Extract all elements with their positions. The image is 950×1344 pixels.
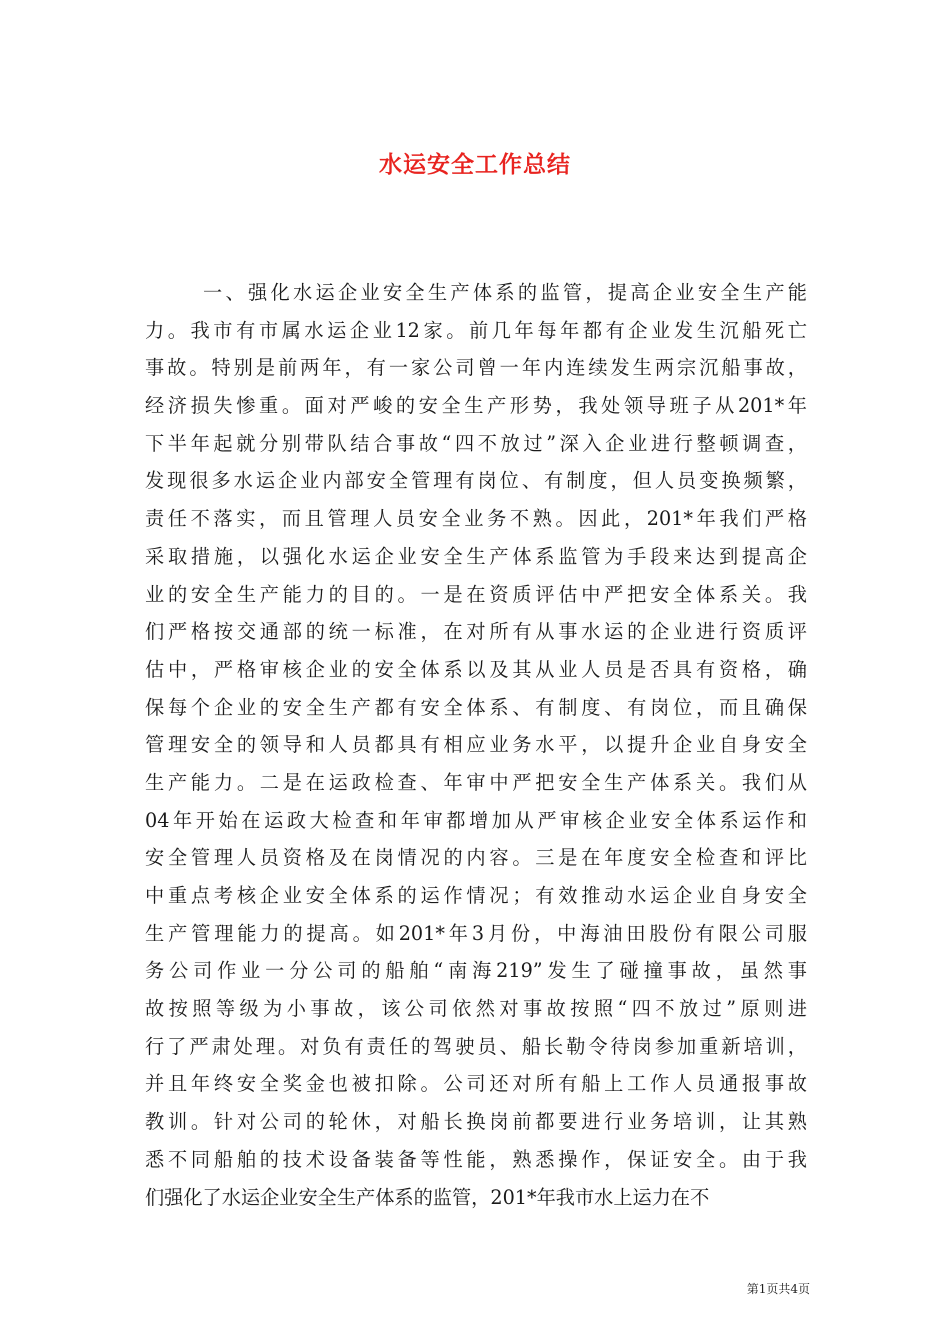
- body-line: 一、强化水运企业安全生产体系的监管，提高企业安全生产能: [203, 281, 807, 304]
- body-line: 管理安全的领导和人员都具有相应业务水平，以提升企业自身安全: [145, 733, 807, 757]
- body-line: 采取措施，以强化水运企业安全生产体系监管为手段来达到提高企: [145, 544, 807, 568]
- body-line: 04年开始在运政大检查和年审都增加从严审核企业安全体系运作和: [145, 808, 807, 832]
- body-line: 保每个企业的安全生产都有安全体系、有制度、有岗位，而且确保: [145, 695, 807, 719]
- body-line: 事故。特别是前两年，有一家公司曾一年内连续发生两宗沉船事故，: [145, 356, 807, 380]
- body-line: 责任不落实，而且管理人员安全业务不熟。因此，201*年我们严格: [145, 507, 807, 531]
- page-title: 水运安全工作总结: [379, 151, 571, 179]
- body-line: 下半年起就分别带队结合事故“四不放过”深入企业进行整顿调查，: [145, 431, 807, 455]
- page-number: 第1页共4页: [746, 1282, 810, 1296]
- document-body: [145, 274, 807, 1216]
- body-line: 业的安全生产能力的目的。一是在资质评估中严把安全体系关。我: [145, 582, 807, 606]
- body-line: 们强化了水运企业安全生产体系的监管，201*年我市水上运力在不: [145, 1185, 710, 1209]
- body-line: 务公司作业一分公司的船舶“南海219”发生了碰撞事故，虽然事: [145, 959, 807, 983]
- body-line: 并且年终安全奖金也被扣除。公司还对所有船上工作人员通报事故: [145, 1072, 807, 1096]
- body-line: 发现很多水运企业内部安全管理有岗位、有制度，但人员变换频繁，: [145, 469, 807, 493]
- body-line: 故按照等级为小事故，该公司依然对事故按照“四不放过”原则进: [145, 997, 807, 1021]
- body-line: 教训。针对公司的轮休，对船长换岗前都要进行业务培训，让其熟: [145, 1110, 807, 1134]
- body-line: 生产能力。二是在运政检查、年审中严把安全生产体系关。我们从: [145, 770, 807, 794]
- body-line: 力。我市有市属水运企业12家。前几年每年都有企业发生沉船死亡: [145, 318, 807, 342]
- body-line: 估中，严格审核企业的安全体系以及其从业人员是否具有资格，确: [145, 657, 807, 681]
- body-line: 中重点考核企业安全体系的运作情况；有效推动水运企业自身安全: [145, 884, 807, 907]
- body-line: 们严格按交通部的统一标准，在对所有从事水运的企业进行资质评: [145, 620, 807, 644]
- body-line: 生产管理能力的提高。如201*年3月份，中海油田股份有限公司服: [145, 921, 807, 945]
- body-line: 悉不同船舶的技术设备装备等性能，熟悉操作，保证安全。由于我: [145, 1147, 807, 1171]
- body-line: 安全管理人员资格及在岗情况的内容。三是在年度安全检查和评比: [145, 846, 807, 870]
- body-line: 经济损失惨重。面对严峻的安全生产形势，我处领导班子从201*年: [145, 394, 807, 418]
- body-line: 行了严肃处理。对负有责任的驾驶员、船长勒令待岗参加重新培训，: [145, 1034, 807, 1058]
